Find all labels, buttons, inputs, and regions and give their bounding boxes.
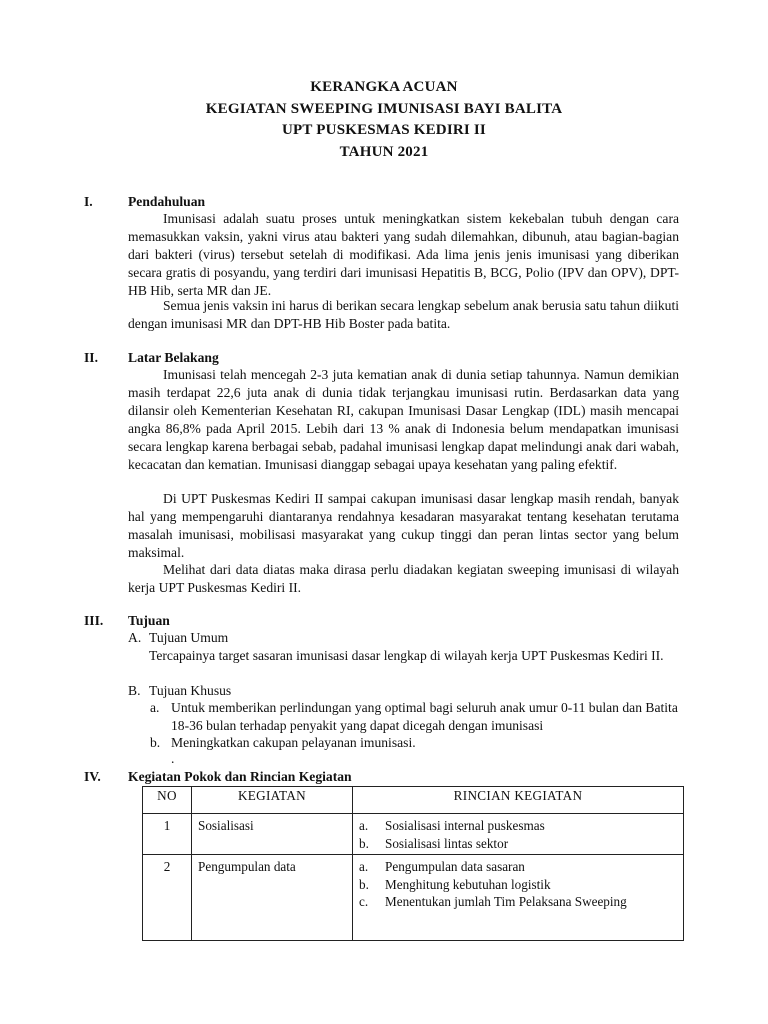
doc-title-line-4: TAHUN 2021: [339, 144, 429, 160]
doc-title-line-2: KEGIATAN SWEEPING IMUNISASI BAYI BALITA: [205, 101, 563, 117]
section-4-heading: Kegiatan Pokok dan Rincian Kegiatan: [128, 769, 352, 784]
table-header-row: [143, 787, 684, 814]
stray-dot: .: [171, 751, 175, 766]
goal-b-letter: B.: [128, 683, 141, 698]
rincian-item: [359, 817, 677, 835]
rincian-letter: a.: [359, 818, 369, 833]
table-cell-rincian: [353, 814, 684, 855]
rincian-text: Pengumpulan data sasaran: [385, 859, 525, 874]
col-header-rincian: RINCIAN KEGIATAN: [353, 787, 684, 814]
activities-table: [142, 786, 684, 941]
rincian-item: [359, 876, 677, 894]
rincian-letter: c.: [359, 894, 369, 909]
table-row: [143, 855, 684, 941]
section-1-paragraph-1: Imunisasi adalah suatu proses untuk meningkatkan sistem kekebalan tubuh dengan cara memasukkan vaksin, yakni virus atau bakteri yang sudah dilemahkan, dibunuh, atau bagian-bagian dari bakteri (virus) tersebut setelah di modifikasi. Ada lima jenis jenis imunisasi yang diberikan secara gratis di posyandu, yang terdiri dari imunisasi Hepatitis B, BCG, Polio (IPV dan OPV), DPT-HB Hib, serta MR dan JE.: [128, 211, 679, 298]
section-2-paragraph-2: Di UPT Puskesmas Kediri II sampai cakupan imunisasi dasar lengkap masih rendah, banyak hal yang mempengaruhi diantaranya rendahnya kesadaran masyarakat tentang kesehatan terutama masalah imunisasi, mobilisasi masyarakat yang cukup tinggi dan peran lintas sector yang belum maksimal.: [128, 491, 679, 560]
rincian-text: Menghitung kebutuhan logistik: [385, 876, 551, 892]
section-4-number: IV.: [84, 769, 101, 784]
rincian-text: Sosialisasi lintas sektor: [385, 835, 509, 851]
rincian-item: [359, 893, 677, 911]
table-cell-kegiatan: Pengumpulan data: [192, 855, 353, 941]
rincian-item: [359, 858, 677, 876]
table-cell-no: 2: [143, 855, 192, 941]
section-2-paragraph-1: Imunisasi telah mencegah 2-3 juta kematian anak di dunia setiap tahunnya. Namun demikian masih terdapat 22,6 juta anak di dunia tidak terjangkau imunisasi rutin. Berdasarkan data yang dilansir oleh Kementerian Kesehatan RI, cakupan Imunisasi Dasar Lengkap (IDL) masih mencapai angka 86,8% pada April 2015. Lebih dari 13 % anak di Indonesia belum mendapatkan imunisasi secara lengkap karena berbagai sebab, padahal imunisasi lengkap dapat melindungi anak dari wabah, kecacatan dan kematian. Imunisasi dianggap sebagai upaya kesehatan yang paling efektif.: [128, 367, 679, 472]
section-3-number: III.: [84, 613, 104, 628]
rincian-text: Menentukan jumlah Tim Pelaksana Sweeping: [385, 894, 627, 909]
rincian-letter: a.: [359, 859, 369, 874]
col-header-kegiatan: KEGIATAN: [192, 787, 353, 814]
goal-a-letter: A.: [128, 630, 142, 645]
goal-b-item-b-text: Meningkatkan cakupan pelayanan imunisasi.: [171, 735, 416, 750]
rincian-letter: b.: [359, 876, 369, 892]
section-3-heading: Tujuan: [128, 613, 170, 628]
section-1-paragraph-2: Semua jenis vaksin ini harus di berikan secara lengkap sebelum anak berusia satu tahun diikuti dengan imunisasi MR dan DPT-HB Hib Boster pada batita.: [128, 298, 679, 331]
goal-a-label: Tujuan Umum: [149, 630, 229, 645]
doc-title-line-3: UPT PUSKESMAS KEDIRI II: [282, 122, 486, 138]
rincian-item: [359, 835, 677, 853]
col-header-no: NO: [143, 787, 192, 814]
goal-a-text: Tercapainya target sasaran imunisasi dasar lengkap di wilayah kerja UPT Puskesmas Kediri II.: [149, 648, 664, 663]
rincian-text: Sosialisasi internal puskesmas: [385, 818, 545, 833]
doc-title-line-1: KERANGKA ACUAN: [310, 79, 458, 95]
rincian-letter: b.: [359, 835, 369, 851]
section-1-heading: Pendahuluan: [128, 194, 206, 209]
table-row: [143, 814, 684, 855]
section-2-number: II.: [84, 350, 98, 365]
goal-b-item-b-letter: b.: [150, 735, 161, 750]
section-1-number: I.: [84, 194, 93, 209]
table-cell-no: 1: [143, 814, 192, 855]
section-2-heading: Latar Belakang: [128, 350, 219, 365]
goal-b-item-a-letter: a.: [150, 700, 160, 715]
table-cell-kegiatan: Sosialisasi: [192, 814, 353, 855]
goal-b-label: Tujuan Khusus: [149, 683, 232, 698]
goal-b-item-a-text: Untuk memberikan perlindungan yang optimal bagi seluruh anak umur 0-11 bulan dan Batita 18-36 bulan terhadap penyakit yang dapat dicegah dengan imunisasi: [171, 700, 678, 733]
section-2-paragraph-3: Melihat dari data diatas maka dirasa perlu diadakan kegiatan sweeping imunisasi di wilayah kerja UPT Puskesmas Kediri II.: [128, 562, 679, 595]
table-cell-rincian: [353, 855, 684, 941]
